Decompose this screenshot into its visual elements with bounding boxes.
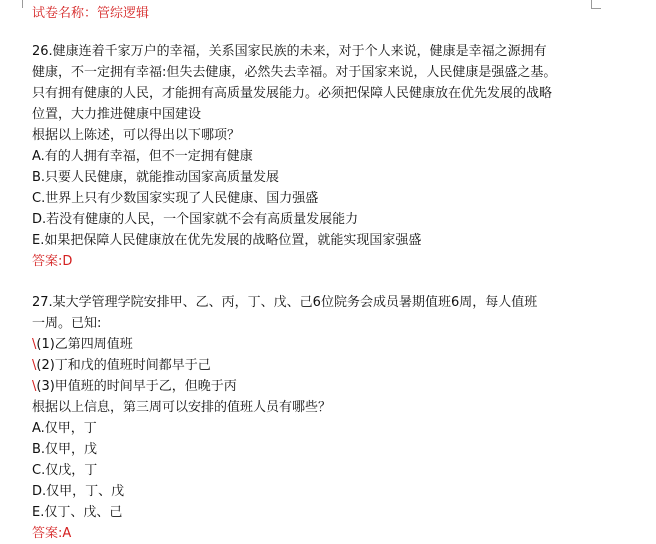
condition-marker: \ [32,337,37,352]
question-stem-line: 健康，不一定拥有幸福:但失去健康，必然失去幸福。对于国家来说，人民健康是强盛之基。 [32,65,557,80]
exam-title: 试卷名称：管综逻辑 [32,6,150,21]
question-prompt: 根据以上陈述，可以得出以下哪项？ [32,128,241,143]
option-a: A.有的人拥有幸福，但不一定拥有健康 [32,149,253,164]
question-stem-line: 26.健康连着千家万户的幸福，关系国家民族的未来，对于个人来说，健康是幸福之源拥有 [32,44,547,59]
option-e: E.仅丁、戊、己 [32,505,123,520]
question-stem-line: 只有拥有健康的人民，才能拥有高质量发展能力。必须把保障人民健康放在优先发展的战略 [32,86,553,101]
option-c: C.世界上只有少数国家实现了人民健康、国力强盛 [32,191,319,206]
condition-1 [32,334,592,355]
margin-corner-mark-left [22,0,23,8]
condition-text: (1)乙第四周值班 [36,337,133,352]
answer-label: 答案:A [32,526,72,541]
condition-text: (2)丁和戊的值班时间都早于己 [36,358,211,373]
option-b: B.只要人民健康，就能推动国家高质量发展 [32,170,280,185]
option-d: D.若没有健康的人民，一个国家就不会有高质量发展能力 [32,212,359,227]
question-27 [32,292,592,544]
question-stem-line: 一周。已知: [32,316,102,331]
margin-corner-mark-right-horizontal [591,8,601,9]
condition-marker: \ [32,379,37,394]
option-b: B.仅甲，戊 [32,442,98,457]
question-26 [32,41,592,272]
answer-label: 答案:D [32,254,73,269]
condition-text: (3)甲值班的时间早于乙，但晚于丙 [36,379,237,394]
condition-2 [32,355,592,376]
option-a: A.仅甲，丁 [32,421,97,436]
option-d: D.仅甲，丁、戊 [32,484,125,499]
question-stem-line: 位置，大力推进健康中国建设 [32,107,202,122]
condition-marker: \ [32,358,37,373]
option-e: E.如果把保障人民健康放在优先发展的战略位置，就能实现国家强盛 [32,233,422,248]
condition-3 [32,376,592,397]
option-c: C.仅戊，丁 [32,463,98,478]
question-prompt: 根据以上信息，第三周可以安排的值班人员有哪些？ [32,400,332,415]
question-stem-line: 27.某大学管理学院安排甲、乙、丙，丁、戊、己6位院务会成员暑期值班6周，每人值班 [32,295,538,310]
margin-corner-mark-right [591,0,592,8]
